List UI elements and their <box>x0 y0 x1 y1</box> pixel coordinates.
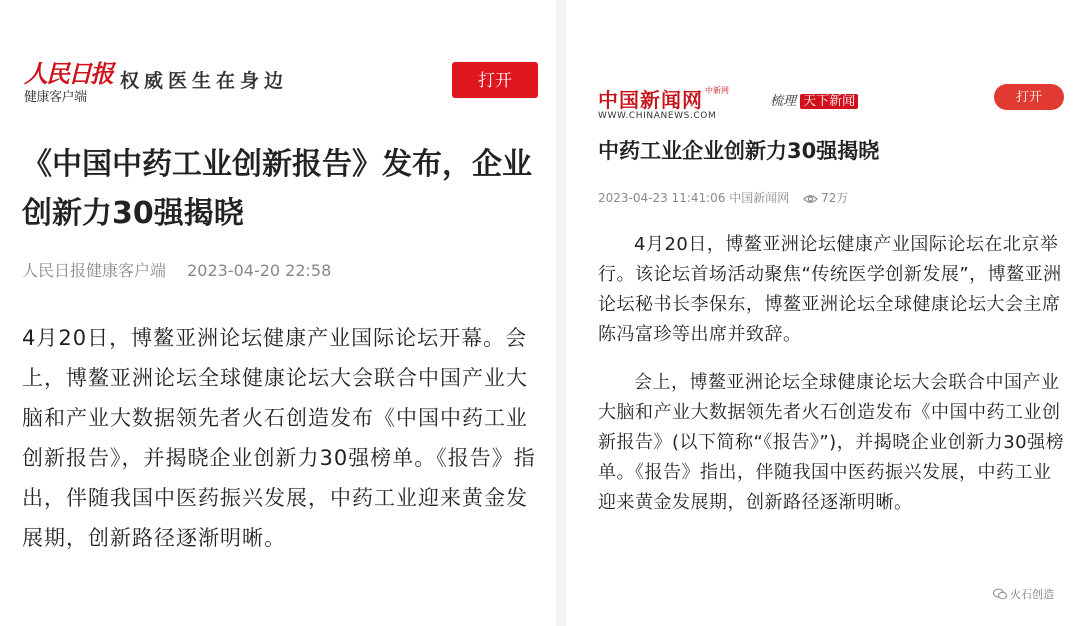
article-source[interactable]: 人民日报健康客户端 <box>22 261 167 280</box>
eye-icon <box>803 194 818 204</box>
chinanews-logo-tag: 中新网 <box>705 86 729 95</box>
open-app-button[interactable]: 打开 <box>994 84 1064 110</box>
chinanews-slogan-highlight: 天下新闻 <box>800 94 858 109</box>
chinanews-slogan <box>770 90 858 109</box>
article-title: 中药工业企业创新力30强揭晓 <box>598 139 880 163</box>
article-timestamp: 2023-04-23 11:41:06 <box>598 191 726 205</box>
article-body <box>598 230 1068 536</box>
article-body: 4月20日，博鳌亚洲论坛健康产业国际论坛开幕。会上，博鳌亚洲论坛全球健康论坛大会联合中国产业大脑和产业大数据领先者火石创造发布《中国中药工业创新报告》，并揭晓企业创新力30强榜单。《报告》指出，伴随我国中医药振兴发展，中药工业迎来黄金发展期，创新路径逐渐明晰。 <box>22 326 536 550</box>
chinanews-article-panel <box>566 0 1080 626</box>
chinanews-logo-name: 中国新闻网 <box>598 88 703 112</box>
people-daily-slogan: 权威医生在身边 <box>120 70 289 92</box>
article-meta <box>598 189 848 206</box>
people-daily-logo[interactable] <box>22 56 112 105</box>
article-source[interactable]: 中国新闻网 <box>729 191 790 205</box>
wechat-icon <box>993 588 1007 600</box>
open-app-button[interactable]: 打开 <box>452 62 538 98</box>
view-count <box>803 191 848 205</box>
chinanews-logo[interactable] <box>598 84 729 121</box>
article-timestamp: 2023-04-20 22:58 <box>187 261 332 280</box>
people-daily-header <box>22 56 538 106</box>
chinanews-header <box>598 84 1060 122</box>
view-count-value: 72万 <box>821 191 849 205</box>
article-meta <box>22 258 331 281</box>
watermark-text: 火石创造 <box>1010 588 1054 601</box>
wechat-watermark <box>993 586 1054 602</box>
panel-divider <box>556 0 566 626</box>
chinanews-logo-url: WWW.CHINANEWS.COM <box>598 111 717 121</box>
chinanews-slogan-prefix: 梳理 <box>770 94 797 109</box>
article-paragraph: 4月20日，博鳌亚洲论坛健康产业国际论坛在北京举行。该论坛首场活动聚焦“传统医学创新发展”，博鳌亚洲论坛秘书长李保东，博鳌亚洲论坛全球健康论坛大会主席陈冯富珍等出席并致辞。 <box>598 234 1062 345</box>
article-paragraph: 会上，博鳌亚洲论坛全球健康论坛大会联合中国产业大脑和产业大数据领先者火石创造发布《中国中药工业创新报告》(以下简称“《报告》”)，并揭晓企业创新力30强榜单。《报告》指出，伴随我国中医药振兴发展，中药工业迎来黄金发展期，创新路径逐渐明晰。 <box>598 372 1065 513</box>
people-daily-logo-name: 人民日报 <box>24 59 112 88</box>
people-daily-logo-sub: 健康客户端 <box>24 90 87 105</box>
article-title: 《中国中药工业创新报告》发布，企业创新力30强揭晓 <box>22 147 532 231</box>
